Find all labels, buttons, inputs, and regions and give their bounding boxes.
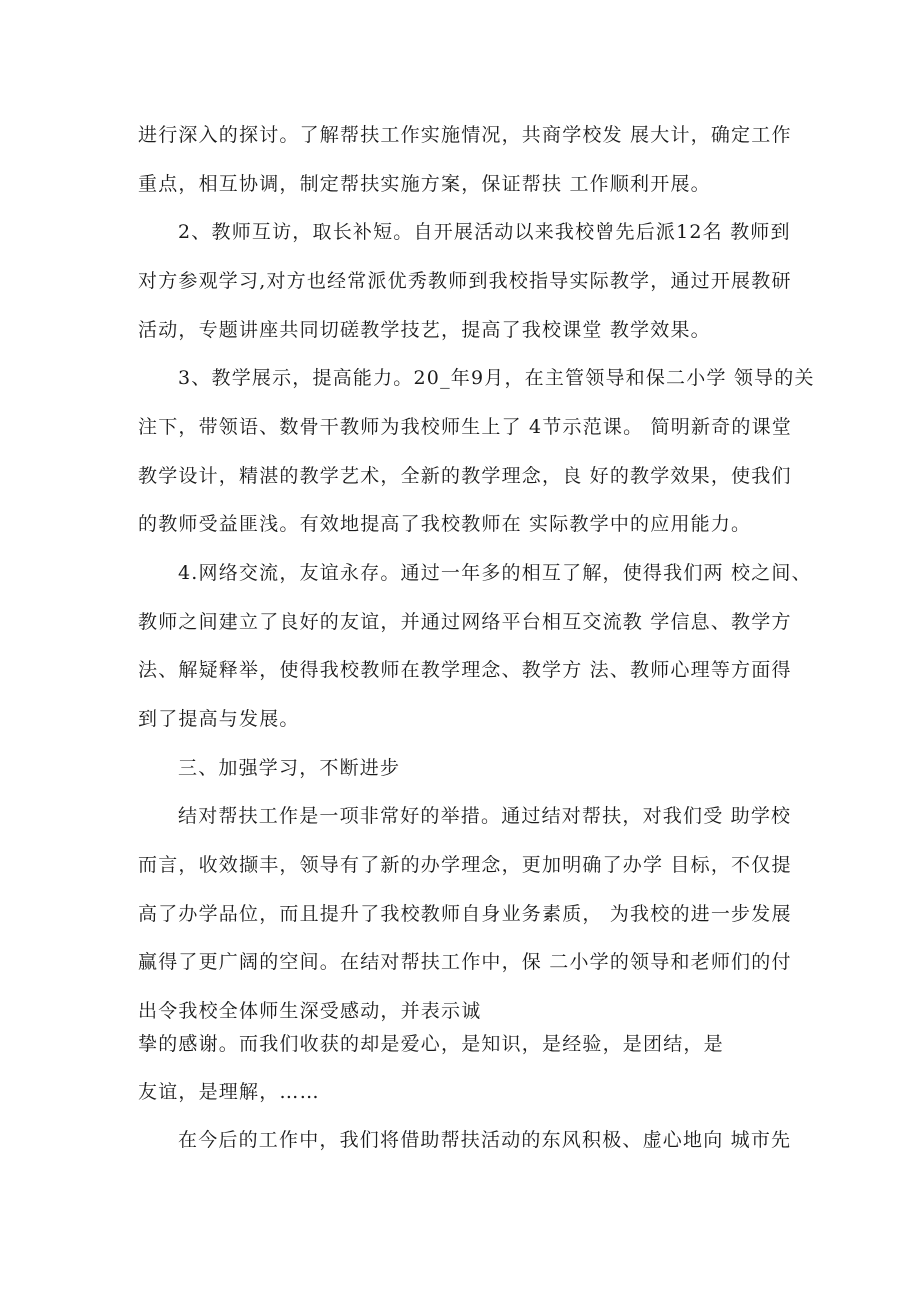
text-line: 友谊，是理解，…… [138,1081,320,1103]
text-line: 到了提高与发展。 [138,708,300,730]
text-line: 而言，收效撷丰，领导有了新的办学理念，更加明确了办学 目标，不仅提 [138,854,792,876]
text-line: 出令我校全体师生深受感动，并表示诚 [138,1000,482,1022]
text-line: 注下，带领语、数骨干教师为我校师生上了 4节示范课。 简明新奇的课堂 [138,416,792,438]
text-line: 高了办学品位，而且提升了我校教师自身业务素质， 为我校的进一步发展 [138,903,792,925]
text-line: 结对帮扶工作是一项非常好的举措。通过结对帮扶，对我们受 助学校 [178,805,792,827]
text-line: 的教师受益匪浅。有效地提高了我校教师在 实际教学中的应用能力。 [138,513,752,535]
text-line: 赢得了更广阔的空间。在结对帮扶工作中，保 二小学的领导和老师们的付 [138,951,792,973]
text-line: 3、教学展示，提高能力。20_年9月，在主管领导和保二小学 领导的关 [178,367,815,389]
text-line: 教师之间建立了良好的友谊，并通过网络平台相互交流教 学信息、教学方 [138,611,792,633]
text-line: 2、教师互访，取长补短。自开展活动以来我校曾先后派12名 教师到 [178,221,791,243]
text-line: 教学设计，精湛的教学艺术，全新的教学理念，良 好的教学效果，使我们 [138,465,792,487]
text-line: 进行深入的探讨。了解帮扶工作实施情况，共商学校发 展大计，确定工作 [138,124,792,146]
text-line: 法、解疑释举，使得我校教师在教学理念、教学方 法、教师心理等方面得 [138,659,792,681]
text-line: 在今后的工作中，我们将借助帮扶活动的东风积极、虚心地向 城市先 [178,1129,792,1151]
text-line: 重点，相互协调，制定帮扶实施方案，保证帮扶 工作顺利开展。 [138,173,711,195]
text-line: 对方参观学习,对方也经常派优秀教师到我校指导实际教学，通过开展教研 [138,270,792,292]
text-line: 活动，专题讲座共同切磋教学技艺，提高了我校课堂 教学效果。 [138,319,711,341]
text-line: 挚的感谢。而我们收获的却是爱心，是知识，是经验，是团结，是 [138,1033,724,1055]
section-heading: 三、加强学习，不断进步 [178,757,401,779]
text-line: 4.网络交流，友谊永存。通过一年多的相互了解，使得我们两 校之间、 [178,562,812,584]
